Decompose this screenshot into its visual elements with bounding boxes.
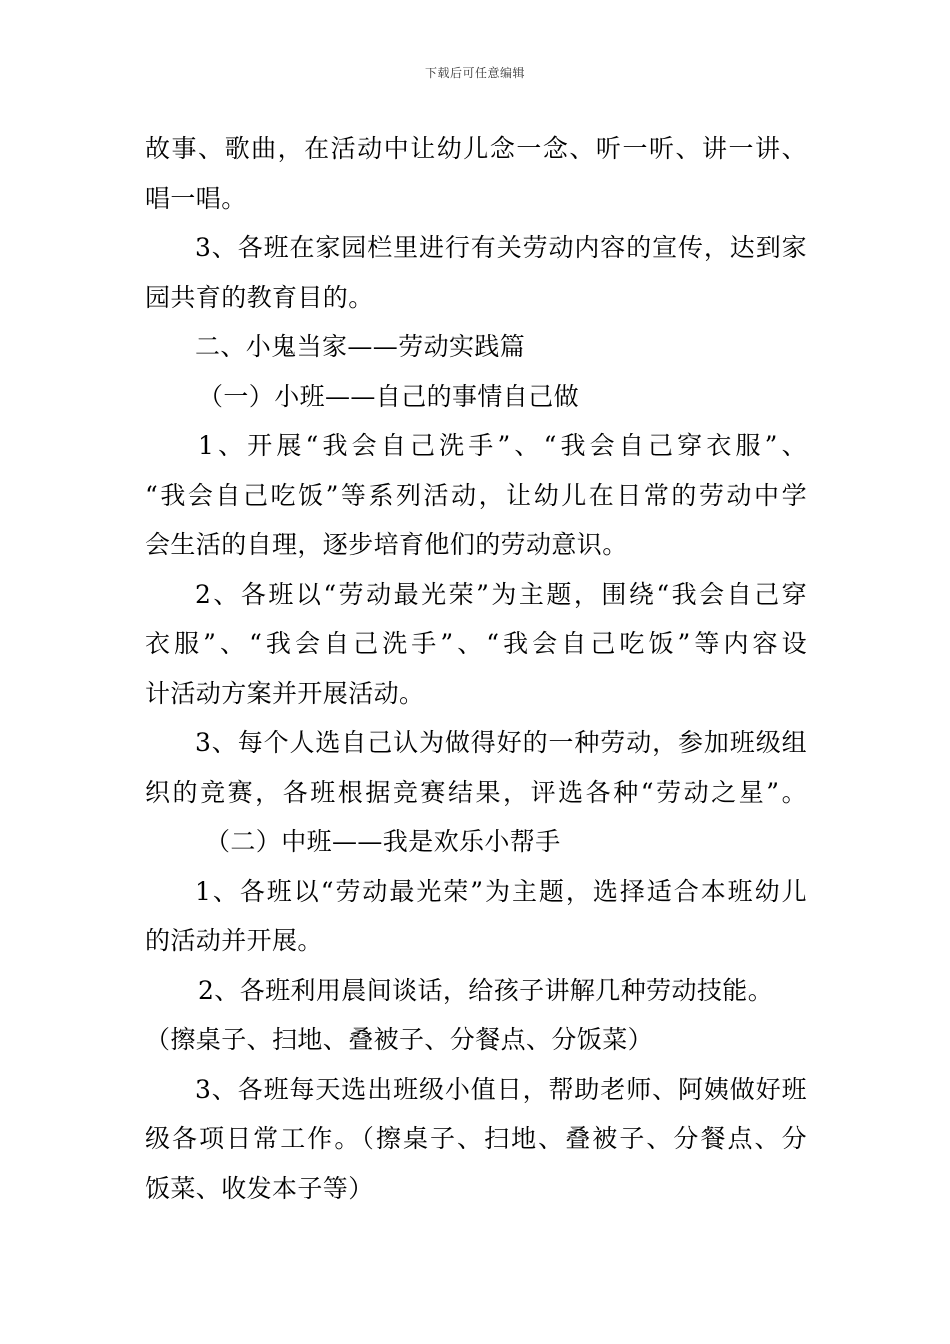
text-line: （擦桌子、扫地、叠被子、分餐点、分饭菜） bbox=[145, 1025, 654, 1054]
document-body bbox=[145, 124, 807, 1213]
text-line: 3、各班每天选出班级小值日，帮助老师、阿姨做好班 bbox=[195, 1074, 807, 1104]
subsection-heading: （一）小班——自己的事情自己做 bbox=[198, 381, 580, 411]
text-line: 3、每个人选自己认为做得好的一种劳动，参加班级组 bbox=[195, 728, 807, 757]
text-line: 2、各班以“劳动最光荣”为主题，围绕“我会自己穿 bbox=[195, 579, 807, 609]
section-heading: 二、小鬼当家——劳动实践篇 bbox=[195, 332, 526, 361]
text-line: 2、各班利用晨间谈话，给孩子讲解几种劳动技能。 bbox=[198, 975, 774, 1005]
page-header: 下载后可任意编辑 bbox=[424, 66, 525, 80]
text-line: 故事、歌曲，在活动中让幼儿念一念、听一听、讲一讲、 bbox=[145, 134, 807, 163]
text-line: 园共育的教育目的。 bbox=[145, 282, 374, 312]
text-line: 计活动方案并开展活动。 bbox=[145, 678, 425, 708]
subsection-heading: （二）中班——我是欢乐小帮手 bbox=[205, 827, 561, 856]
text-line: 织的竞赛，各班根据竞赛结果，评选各种“劳动之星”。 bbox=[145, 777, 807, 807]
text-line: 3、各班在家园栏里进行有关劳动内容的宣传，达到家 bbox=[195, 233, 807, 262]
text-line: 1、各班以“劳动最光荣”为主题，选择适合本班幼儿 bbox=[195, 876, 807, 906]
text-line: 饭菜、收发本子等） bbox=[145, 1173, 374, 1203]
text-line: 衣服”、“我会自己洗手”、“我会自己吃饭”等内容设 bbox=[145, 629, 807, 658]
text-line: 1、开展“我会自己洗手”、“我会自己穿衣服”、 bbox=[198, 431, 807, 460]
text-line: 唱一唱。 bbox=[145, 183, 247, 213]
text-line: 级各项日常工作。（擦桌子、扫地、叠被子、分餐点、分 bbox=[145, 1124, 807, 1153]
text-line: “我会自己吃饭”等系列活动，让幼儿在日常的劳动中学 bbox=[145, 480, 807, 510]
text-line: 会生活的自理，逐步培育他们的劳动意识。 bbox=[145, 530, 628, 559]
text-line: 的活动并开展。 bbox=[145, 926, 323, 955]
